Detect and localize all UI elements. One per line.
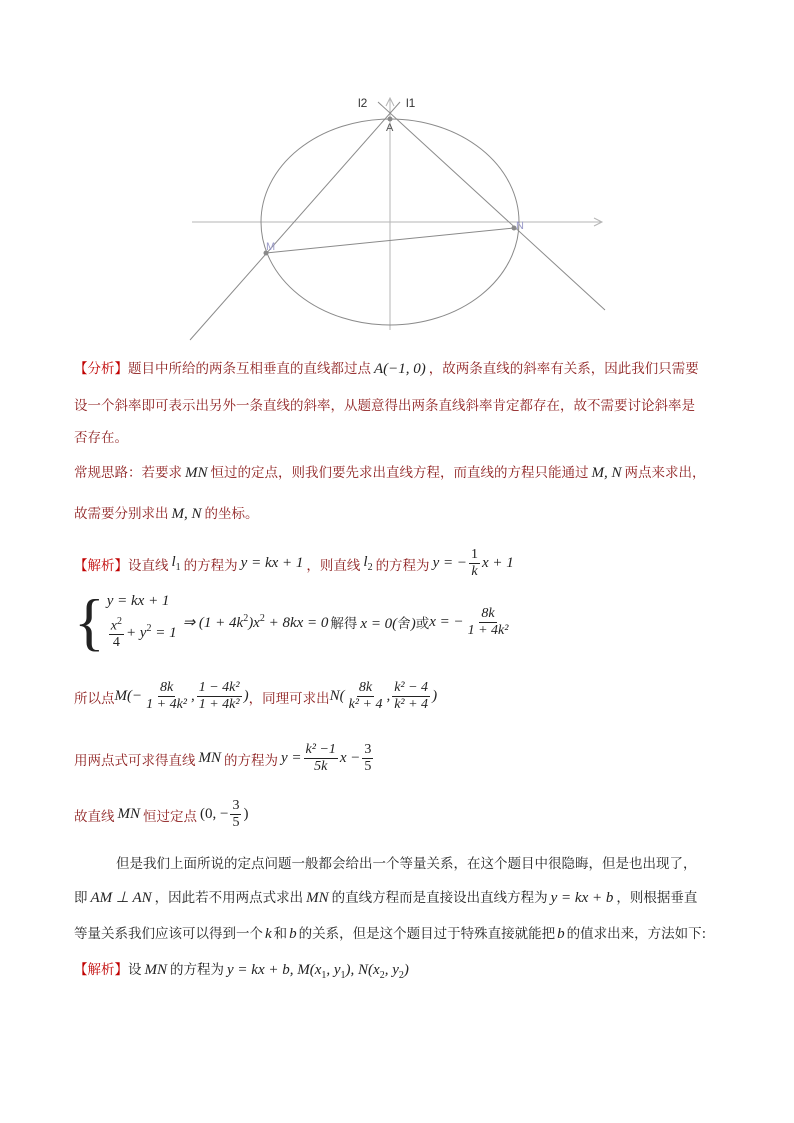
equation-l2-fraction — [469, 547, 480, 580]
analysis-text-2: 设一个斜率即可表示出另外一条直线的斜率，从题意得出两条直线斜率肯定都存在，故不需要讨论斜率是 — [74, 398, 695, 414]
para-eq: y = kx + b — [550, 890, 614, 906]
equation-l2-lhs: y = − — [432, 555, 467, 571]
line-l2-name — [363, 554, 372, 573]
point-m-line — [74, 680, 437, 713]
line-l1-name — [172, 554, 181, 573]
point-m-y — [197, 680, 242, 713]
linemn-text-a: 用两点式可求得直线 — [74, 752, 196, 769]
solution2-formula — [227, 962, 409, 981]
linemn-intercept — [362, 742, 373, 775]
para-text-1: 但是我们上面所说的定点问题一般都会给出一个等量关系，在这个题目中很隐晦，但是也出现了， — [116, 856, 697, 872]
sol2-denominator: 1 + 4k² — [467, 622, 509, 638]
l2-letter: l — [363, 554, 368, 570]
implies-expression — [183, 613, 329, 632]
para-k: k — [265, 926, 272, 942]
left-brace: { — [74, 586, 105, 657]
fixed-mn: MN — [117, 806, 140, 822]
para-b: b — [289, 926, 297, 942]
paragraph-line-2 — [74, 886, 697, 907]
routine-text-b: 恒过的定点，则我们要先求出直线方程，而直线的方程只能通过 — [210, 465, 589, 481]
pm-x-den: 1 + 4k² — [146, 697, 187, 712]
system-rows — [107, 593, 177, 652]
sol2-numerator: 8k — [481, 605, 495, 621]
point-n-y — [392, 680, 430, 713]
geometry-figure — [180, 90, 610, 345]
para-text-3c: 的关系，但是这个题目过于特殊直接就能把 — [298, 926, 556, 942]
routine-mn2: M, N — [591, 465, 622, 481]
x-sup: 2 — [116, 615, 122, 627]
sol2-e: , y — [384, 962, 399, 978]
intercept-den: 5 — [364, 759, 372, 774]
label-m: M — [266, 241, 276, 253]
fixed-point-line — [74, 798, 248, 831]
pn-y-num: k² − 4 — [394, 680, 429, 695]
x-letter: x — [110, 618, 117, 634]
linemn-mn: MN — [198, 750, 221, 766]
equation-system — [74, 586, 512, 657]
solution-x2-lhs: x = − — [429, 613, 464, 630]
analysis-line-3 — [74, 426, 128, 446]
point-n-x — [347, 680, 385, 713]
fraction-numerator: 1 — [470, 547, 478, 562]
solution1-text-a: 设直线 — [128, 557, 169, 574]
fixed-point-open: (0, − — [200, 806, 229, 822]
point-m-x — [144, 680, 189, 713]
para-text-2b: ，因此若不用两点式求出 — [154, 890, 304, 906]
equation-l1: y = kx + 1 — [240, 555, 304, 571]
solution2-line — [74, 958, 409, 981]
point-n-close: ) — [432, 688, 438, 704]
point-m-sep: , — [190, 688, 195, 704]
fixed-point-close: ) — [243, 806, 249, 822]
line-l1 — [378, 102, 605, 310]
label-l1: l1 — [406, 96, 416, 110]
fixed-point-fraction — [230, 798, 241, 831]
fraction-denominator: k — [471, 564, 478, 579]
or-word: 或 — [415, 616, 430, 632]
sol2-sub4: 2 — [398, 970, 404, 981]
solution-x0-b: ) — [410, 615, 416, 632]
sol2-sub2: 1 — [340, 970, 346, 981]
pn-y-den: k² + 4 — [394, 697, 429, 712]
solution-x2-fraction — [466, 606, 511, 639]
fixed-num: 3 — [232, 798, 240, 813]
l2-subscript: 2 — [367, 562, 373, 573]
equals-one: = 1 — [151, 625, 177, 641]
system-row-2-rest — [126, 623, 177, 642]
solution2-mn: MN — [144, 962, 167, 978]
implies-a: ⇒ (1 + 4k — [182, 614, 244, 631]
implies-sup-2: 2 — [259, 612, 265, 624]
point-m-open: M(− — [114, 688, 143, 704]
implies-c: + 8kx = 0 — [264, 614, 329, 631]
solution1-text-c: ，则直线 — [306, 557, 361, 574]
x2-over-4 — [109, 614, 124, 652]
paragraph-line-3 — [74, 922, 706, 943]
routine-mn3: M, N — [171, 506, 202, 522]
system-row-1: y = kx + 1 — [106, 592, 170, 609]
analysis-tag: 【分析】 — [74, 361, 128, 377]
para-text-2a: 即 — [74, 890, 88, 906]
line-l2 — [190, 102, 400, 340]
routine-line-1 — [74, 461, 706, 482]
y-sup: 2 — [146, 623, 152, 634]
para-text-3a: 等量关系我们应该可以得到一个 — [74, 926, 263, 942]
point-n-open: N( — [329, 688, 345, 704]
label-a: A — [386, 122, 394, 134]
plus-y: + y — [125, 625, 147, 641]
routine-text-c: 两点来求出， — [624, 465, 706, 481]
sol2-d: ), N(x — [345, 962, 380, 978]
para-text-2c: 的直线方程而是直接设出直线方程为 — [331, 890, 548, 906]
routine-line-2 — [74, 502, 259, 523]
four-denominator: 4 — [112, 635, 120, 651]
linemn-lhs: y = — [281, 750, 302, 766]
analysis-line-1 — [74, 357, 699, 378]
pm-x-num: 8k — [159, 680, 174, 695]
solution-x0-a: x = 0( — [360, 615, 398, 632]
linemn-slope — [304, 742, 338, 775]
implies-b: )x — [248, 614, 260, 631]
fixed-text-a: 故直线 — [74, 808, 115, 825]
analysis-text-3: 否存在。 — [74, 430, 128, 446]
l1-letter: l — [171, 554, 176, 570]
l1-subscript: 1 — [175, 562, 181, 573]
sol2-c: , y — [326, 962, 341, 978]
slope-num: k² −1 — [305, 742, 336, 757]
solution2-text-a: 设 — [128, 962, 142, 978]
para-b2: b — [557, 926, 565, 942]
para-text-2d: ，则根据垂直 — [616, 890, 698, 906]
pm-y-num: 1 − 4k² — [198, 680, 240, 695]
line-mn-equation — [74, 742, 375, 775]
routine-text-a: 常规思路：若要求 — [74, 465, 182, 481]
point-m-close: ) — [243, 688, 249, 704]
pointm-text-b: ，同理可求出 — [248, 690, 330, 707]
fixed-den: 5 — [232, 815, 240, 830]
pointm-text-a: 所以点 — [74, 690, 115, 707]
pn-x-num: 8k — [358, 680, 373, 695]
analysis-text-1a: 题目中所给的两条互相垂直的直线都过点 — [128, 361, 371, 377]
routine-mn: MN — [185, 465, 208, 481]
linemn-mid: x − — [339, 750, 361, 766]
solution-x0 — [360, 612, 415, 633]
routine-text-2a: 故需要分别求出 — [74, 506, 169, 522]
point-a — [388, 117, 393, 122]
implies-sup-1: 2 — [243, 612, 249, 624]
paragraph-line-1 — [116, 852, 697, 872]
solution2-tag: 【解析】 — [74, 962, 128, 978]
solution1-text-d: 的方程为 — [375, 557, 430, 574]
pn-x-den: k² + 4 — [348, 697, 383, 712]
label-n: N — [516, 220, 524, 232]
analysis-text-1b: ，故两条直线的斜率有关系，因此我们只需要 — [428, 361, 699, 377]
label-l2: l2 — [358, 96, 368, 110]
para-text-3b: 和 — [273, 926, 288, 942]
sol2-sub1: 1 — [321, 970, 327, 981]
analysis-line-2 — [74, 394, 695, 414]
solution1-line — [74, 547, 514, 580]
solve-word: 解得 — [330, 616, 358, 632]
system-row-2 — [107, 614, 177, 652]
intercept-num: 3 — [364, 742, 372, 757]
routine-text-2b: 的坐标。 — [204, 506, 259, 522]
point-a-formula: A(−1, 0) — [374, 361, 426, 377]
equation-l2-rhs: x + 1 — [481, 555, 514, 571]
para-mn: MN — [306, 890, 329, 906]
solution1-text-b: 的方程为 — [183, 557, 238, 574]
sol2-eq: y = kx + b, M(x — [227, 962, 322, 978]
perp-relation: AM ⊥ AN — [90, 890, 152, 906]
slope-den: 5k — [314, 759, 328, 774]
linemn-text-b: 的方程为 — [224, 752, 278, 769]
solution2-text-b: 的方程为 — [170, 962, 224, 978]
x2-numerator — [109, 614, 124, 636]
point-n-sep: , — [386, 688, 391, 704]
pm-y-den: 1 + 4k² — [198, 697, 240, 712]
fixed-text-b: 恒过定点 — [143, 808, 197, 825]
solution1-tag: 【解析】 — [74, 557, 128, 574]
para-text-3d: 的值求出来，方法如下: — [566, 926, 707, 942]
sol2-f: ) — [403, 962, 409, 978]
discard-word: 舍 — [397, 615, 411, 632]
sol2-sub3: 2 — [379, 970, 385, 981]
